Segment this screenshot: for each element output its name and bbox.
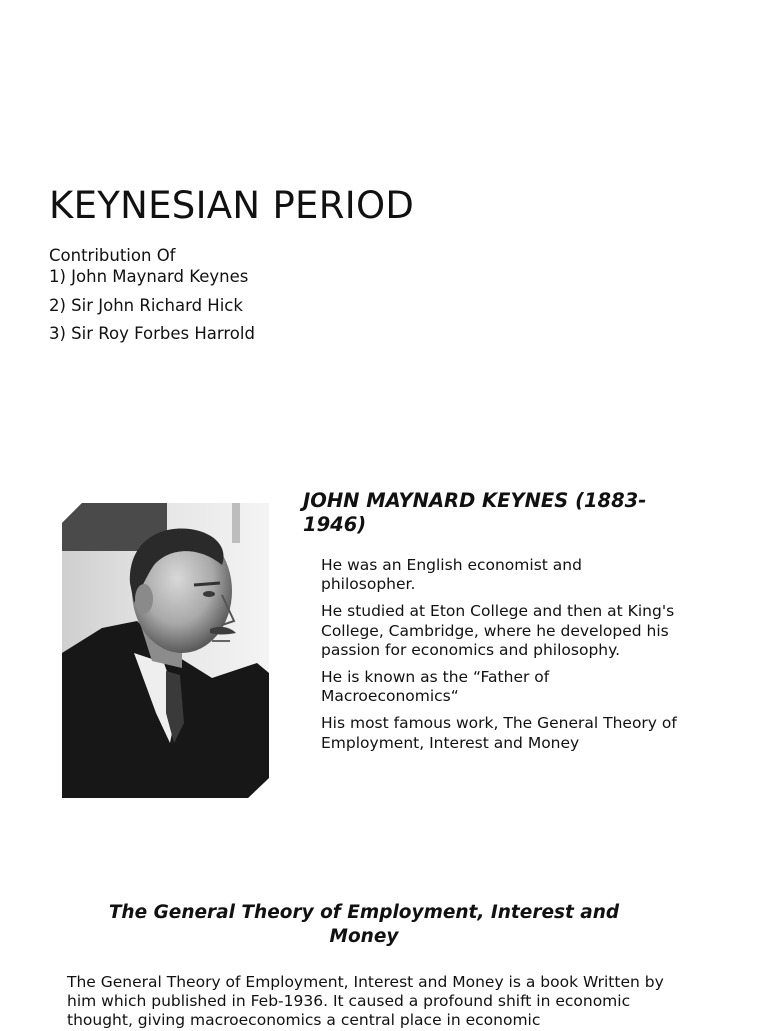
contribution-item: 1) John Maynard Keynes — [49, 267, 249, 286]
fact-item: He studied at Eton College and then at King's College, Cambridge, where he developed his passion for economics and philosophy. — [321, 602, 675, 659]
contribution-item: 2) Sir John Richard Hick — [49, 295, 243, 315]
contribution-heading: Contribution Of — [49, 246, 176, 265]
contribution-list — [49, 266, 255, 352]
book-paragraph: The General Theory of Employment, Interest and Money is a book Written by him which published in Feb-1936. It caused a profound shift in economic thought, giving macroeconomics a central place in economic — [67, 973, 664, 1030]
keynes-heading: JOHN MAYNARD KEYNES (1883-1946) — [303, 489, 647, 536]
fact-item: He was an English economist and philosopher. — [321, 556, 582, 594]
contribution-item: 3) Sir Roy Forbes Harrold — [49, 324, 255, 343]
book-heading: The General Theory of Employment, Interest and Money — [108, 902, 620, 947]
keynes-portrait — [62, 503, 269, 798]
keynes-facts-list — [321, 556, 681, 761]
page-title: KEYNESIAN PERIOD — [49, 184, 415, 227]
fact-item: His most famous work, The General Theory of Employment, Interest and Money — [321, 714, 677, 752]
fact-item: He is known as the “Father of Macroeconomics“ — [321, 668, 550, 706]
